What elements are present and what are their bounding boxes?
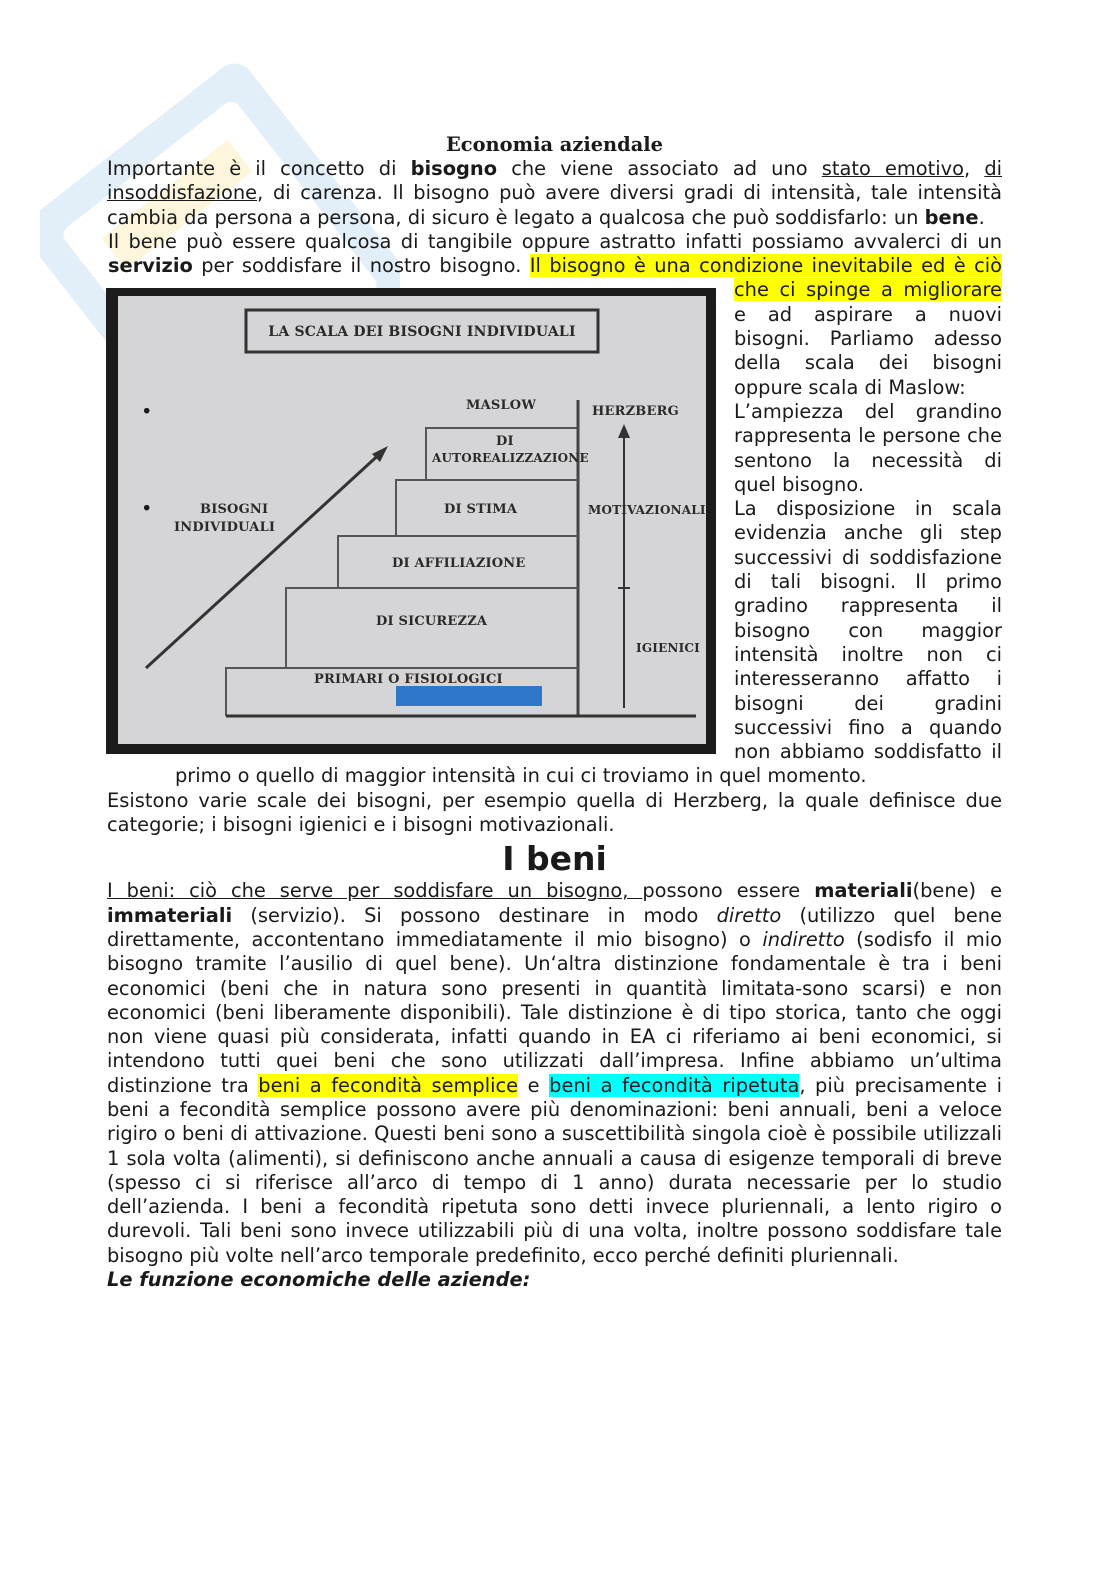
figure-text-wrap (107, 230, 1002, 789)
step-primari: PRIMARI O FISIOLOGICI (314, 671, 503, 687)
bullet-list (107, 397, 1002, 789)
beni-paragraph: I beni: ciò che serve per soddisfare un bisogno, possono essere materiali(bene) e immateriali (servizio). Si possono destinare in modo diretto (utilizzo quel bene direttamente, accontentano immediatamente il mio bisogno) o indiretto (sodisfo il mio bisogno tramite l’ausilio di quel bene). Un‘altra distinzione fondamentale è tra i beni economici (beni che in natura sono presenti in quantità limitata-sono scarsi) e non economici (beni liberamente disponibili). Tale distinzione è di tipo storica, tanto che oggi non viene quasi più considerata, infatti quando in EA ci riferiamo ai beni economici, si intendono tutti quei beni che sono utilizzati dall’impresa. Infine abbiamo un’ultima distinzione tra beni a fecondità semplice e beni a fecondità ripetuta, più precisamente i beni a fecondità semplice possono avere più denominazioni: beni annuali, beni a veloce rigiro o beni di attivazione. Questi beni sono a suscettibilità singola cioè è possibile utilizzali 1 sola volta (alimenti), si definiscono anche annuali a causa di esigenze temporali di breve (spesso ci si riferisce all’arco di tempo di 1 anno) durata necessarie per lo studio dell’azienda. I beni a fecondità ripetuta sono detti invece pluriennali, a lento rigiro o durevoli. Tali beni sono invece utilizzabili più di una volta, inoltre possono soddisfare tale bisogno più volte nell’arco temporale predefinito, ecco perché definiti pluriennali. (107, 879, 1002, 1267)
document-title: Economia aziendale (446, 133, 663, 156)
step-stima: DI STIMA (444, 501, 518, 517)
bisogni-label: BISOGNI (200, 501, 269, 517)
motivazionali-label: MOTIVAZIONALI (588, 502, 706, 517)
step-autorealizzazione-a: DI (496, 433, 514, 449)
step-affiliazione: DI AFFILIAZIONE (392, 555, 526, 571)
section-heading-beni: I beni (502, 839, 607, 879)
highlight-semplice: beni a fecondità semplice (258, 1073, 519, 1097)
highlight-bisogno: Il bisogno è una condizione inevitabile ed è ciò che ci spinge a migliorare (529, 254, 1002, 302)
figure-header-label: LA SCALA DEI BISOGNI INDIVIDUALI (268, 323, 576, 340)
igienici-label: IGIENICI (636, 640, 700, 655)
bullet-item: • L’ampiezza del grandino rappresenta le persone che sentono la necessità di quel bisogno. (175, 400, 1002, 497)
maslow-label: MASLOW (466, 397, 537, 413)
herzberg-label: HERZBERG (592, 403, 679, 419)
bullet-item: • La disposizione in scala evidenzia anche gli step successivi di soddisfazione di tali bisogni. Il primo gradino rappresenta il bisogno con maggior intensità inoltre non ci interesseranno affatto i bisogni dei gradini successivi fino a quando non abbiamo soddisfatto il primo o quello di maggior intensità in cui ci troviamo in quel momento. (175, 497, 1002, 789)
document-body (107, 133, 1002, 1292)
highlight-ripetuta: beni a fecondità ripetuta (549, 1073, 800, 1097)
second-paragraph: Il bene può essere qualcosa di tangibile oppure astratto infatti possiamo avvalerci di un servizio per soddisfare il nostro bisogno. Il bisogno è una condizione inevitabile ed è ciò che ci spinge a migliorare e ad aspirare a nuovi bisogni. Parliamo adesso della scala dei bisogni oppure scala di Maslow: (108, 229, 1002, 399)
herzberg-paragraph: Esistono varie scale dei bisogni, per esempio quella di Herzberg, la quale definisce due categorie; i bisogni igienici e i bisogni motivazionali. (107, 788, 1002, 837)
step-sicurezza: DI SICUREZZA (376, 613, 488, 629)
intro-paragraph: Importante è il concetto di bisogno che viene associato ad uno stato emotivo, di insoddisfazione, di carenza. Il bisogno può avere diversi gradi di intensità, tale intensità cambia da persona a persona, di sicuro è legato a qualcosa che può soddisfarlo: un bene. (107, 157, 1003, 229)
step-autorealizzazione-b: AUTOREALIZZAZIONE (432, 450, 589, 465)
individuali-label: INDIVIDUALI (174, 519, 276, 535)
final-heading: Le funzione economiche delle aziende: (107, 1268, 531, 1292)
